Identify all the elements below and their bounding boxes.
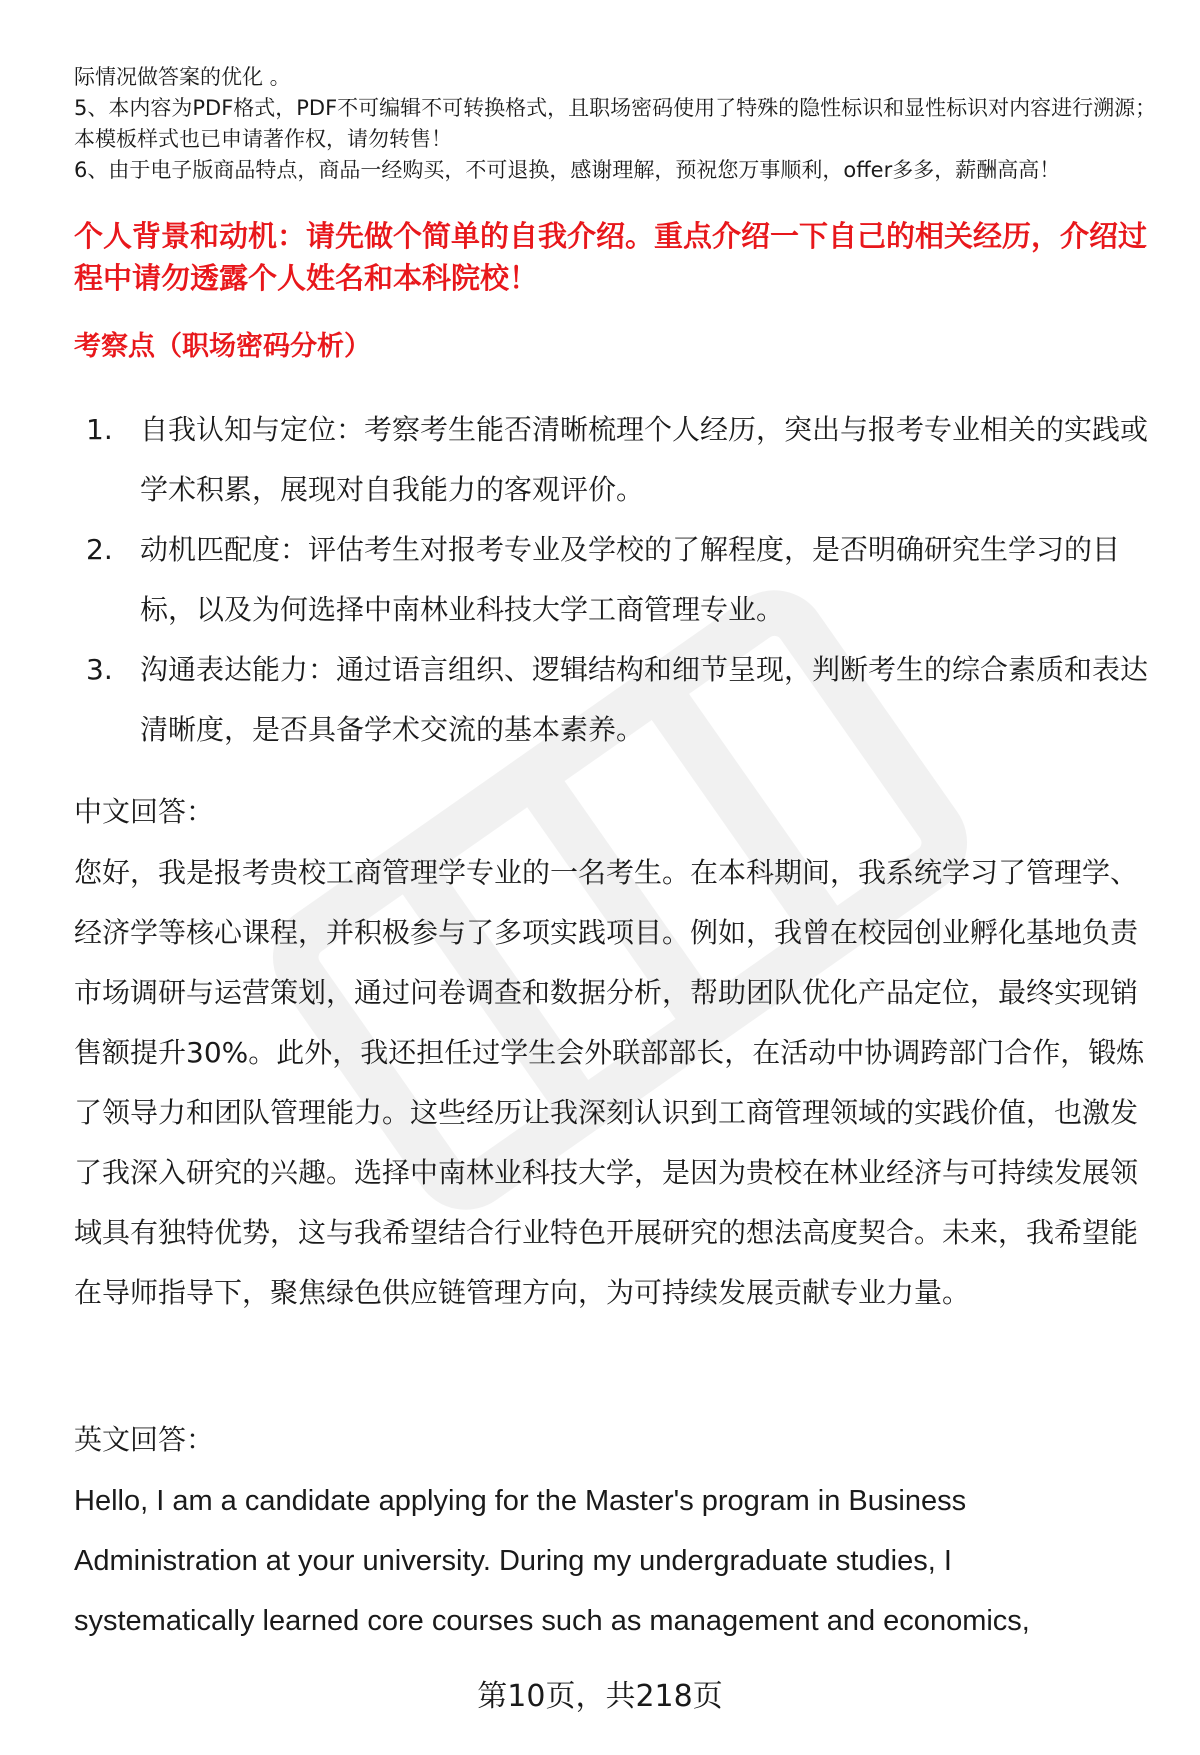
analysis-title: 考察点（职场密码分析） xyxy=(74,331,371,362)
page-number: 第10页，共218页 xyxy=(477,1679,723,1714)
analysis-point xyxy=(74,520,1154,640)
note-line: 际情况做答案的优化 。 xyxy=(74,65,291,89)
notes-block xyxy=(74,62,1164,186)
analysis-point xyxy=(74,640,1154,760)
chinese-answer-label: 中文回答： xyxy=(74,795,215,828)
point-text: 沟通表达能力：通过语言组织、逻辑结构和细节呈现，判断考生的综合素质和表达清晰度，是否具备学术交流的基本素养。 xyxy=(140,653,1149,746)
chinese-answer-text: 您好，我是报考贵校工商管理学专业的一名考生。在本科期间，我系统学习了管理学、经济学等核心课程，并积极参与了多项实践项目。例如，我曾在校园创业孵化基地负责市场调研与运营策划，通过问卷调查和数据分析，帮助团队优化产品定位，最终实现销售额提升30%。此外，我还担任过学生会外联部部长，在活动中协调跨部门合作，锻炼了领导力和团队管理能力。这些经历让我深刻认识到工商管理领域的实践价值，也激发了我深入研究的兴趣。选择中南林业科技大学，是因为贵校在林业经济与可持续发展领域具有独特优势，这与我希望结合行业特色开展研究的想法高度契合。未来，我希望能在导师指导下，聚焦绿色供应链管理方向，为可持续发展贡献专业力量。 xyxy=(74,856,1145,1309)
note-line: 5、本内容为PDF格式，PDF不可编辑不可转换格式，且职场密码使用了特殊的隐性标识和显性标识对内容进行溯源；本模板样式也已申请著作权，请勿转售！ xyxy=(74,96,1157,151)
analysis-point xyxy=(74,400,1154,520)
point-text: 动机匹配度：评估考生对报考专业及学校的了解程度，是否明确研究生学习的目标，以及为何选择中南林业科技大学工商管理专业。 xyxy=(140,533,1121,626)
question-heading: 个人背景和动机：请先做个简单的自我介绍。重点介绍一下自己的相关经历，介绍过程中请勿透露个人姓名和本科院校！ xyxy=(74,219,1148,295)
english-answer-label: 英文回答： xyxy=(74,1423,215,1456)
analysis-points-list xyxy=(74,400,1154,760)
point-number: 1. xyxy=(86,413,113,446)
point-number: 3. xyxy=(86,653,113,686)
point-number: 2. xyxy=(86,533,113,566)
english-answer-text: Hello, I am a candidate applying for the Master's program in Business Administration at your university. During my undergraduate studies, I systematically learned core courses such as management and economics, xyxy=(74,1485,1030,1637)
point-text: 自我认知与定位：考察考生能否清晰梳理个人经历，突出与报考专业相关的实践或学术积累，展现对自我能力的客观评价。 xyxy=(140,413,1149,506)
note-line: 6、由于电子版商品特点，商品一经购买，不可退换，感谢理解，预祝您万事顺利，offer多多，薪酬高高！ xyxy=(74,158,1061,182)
